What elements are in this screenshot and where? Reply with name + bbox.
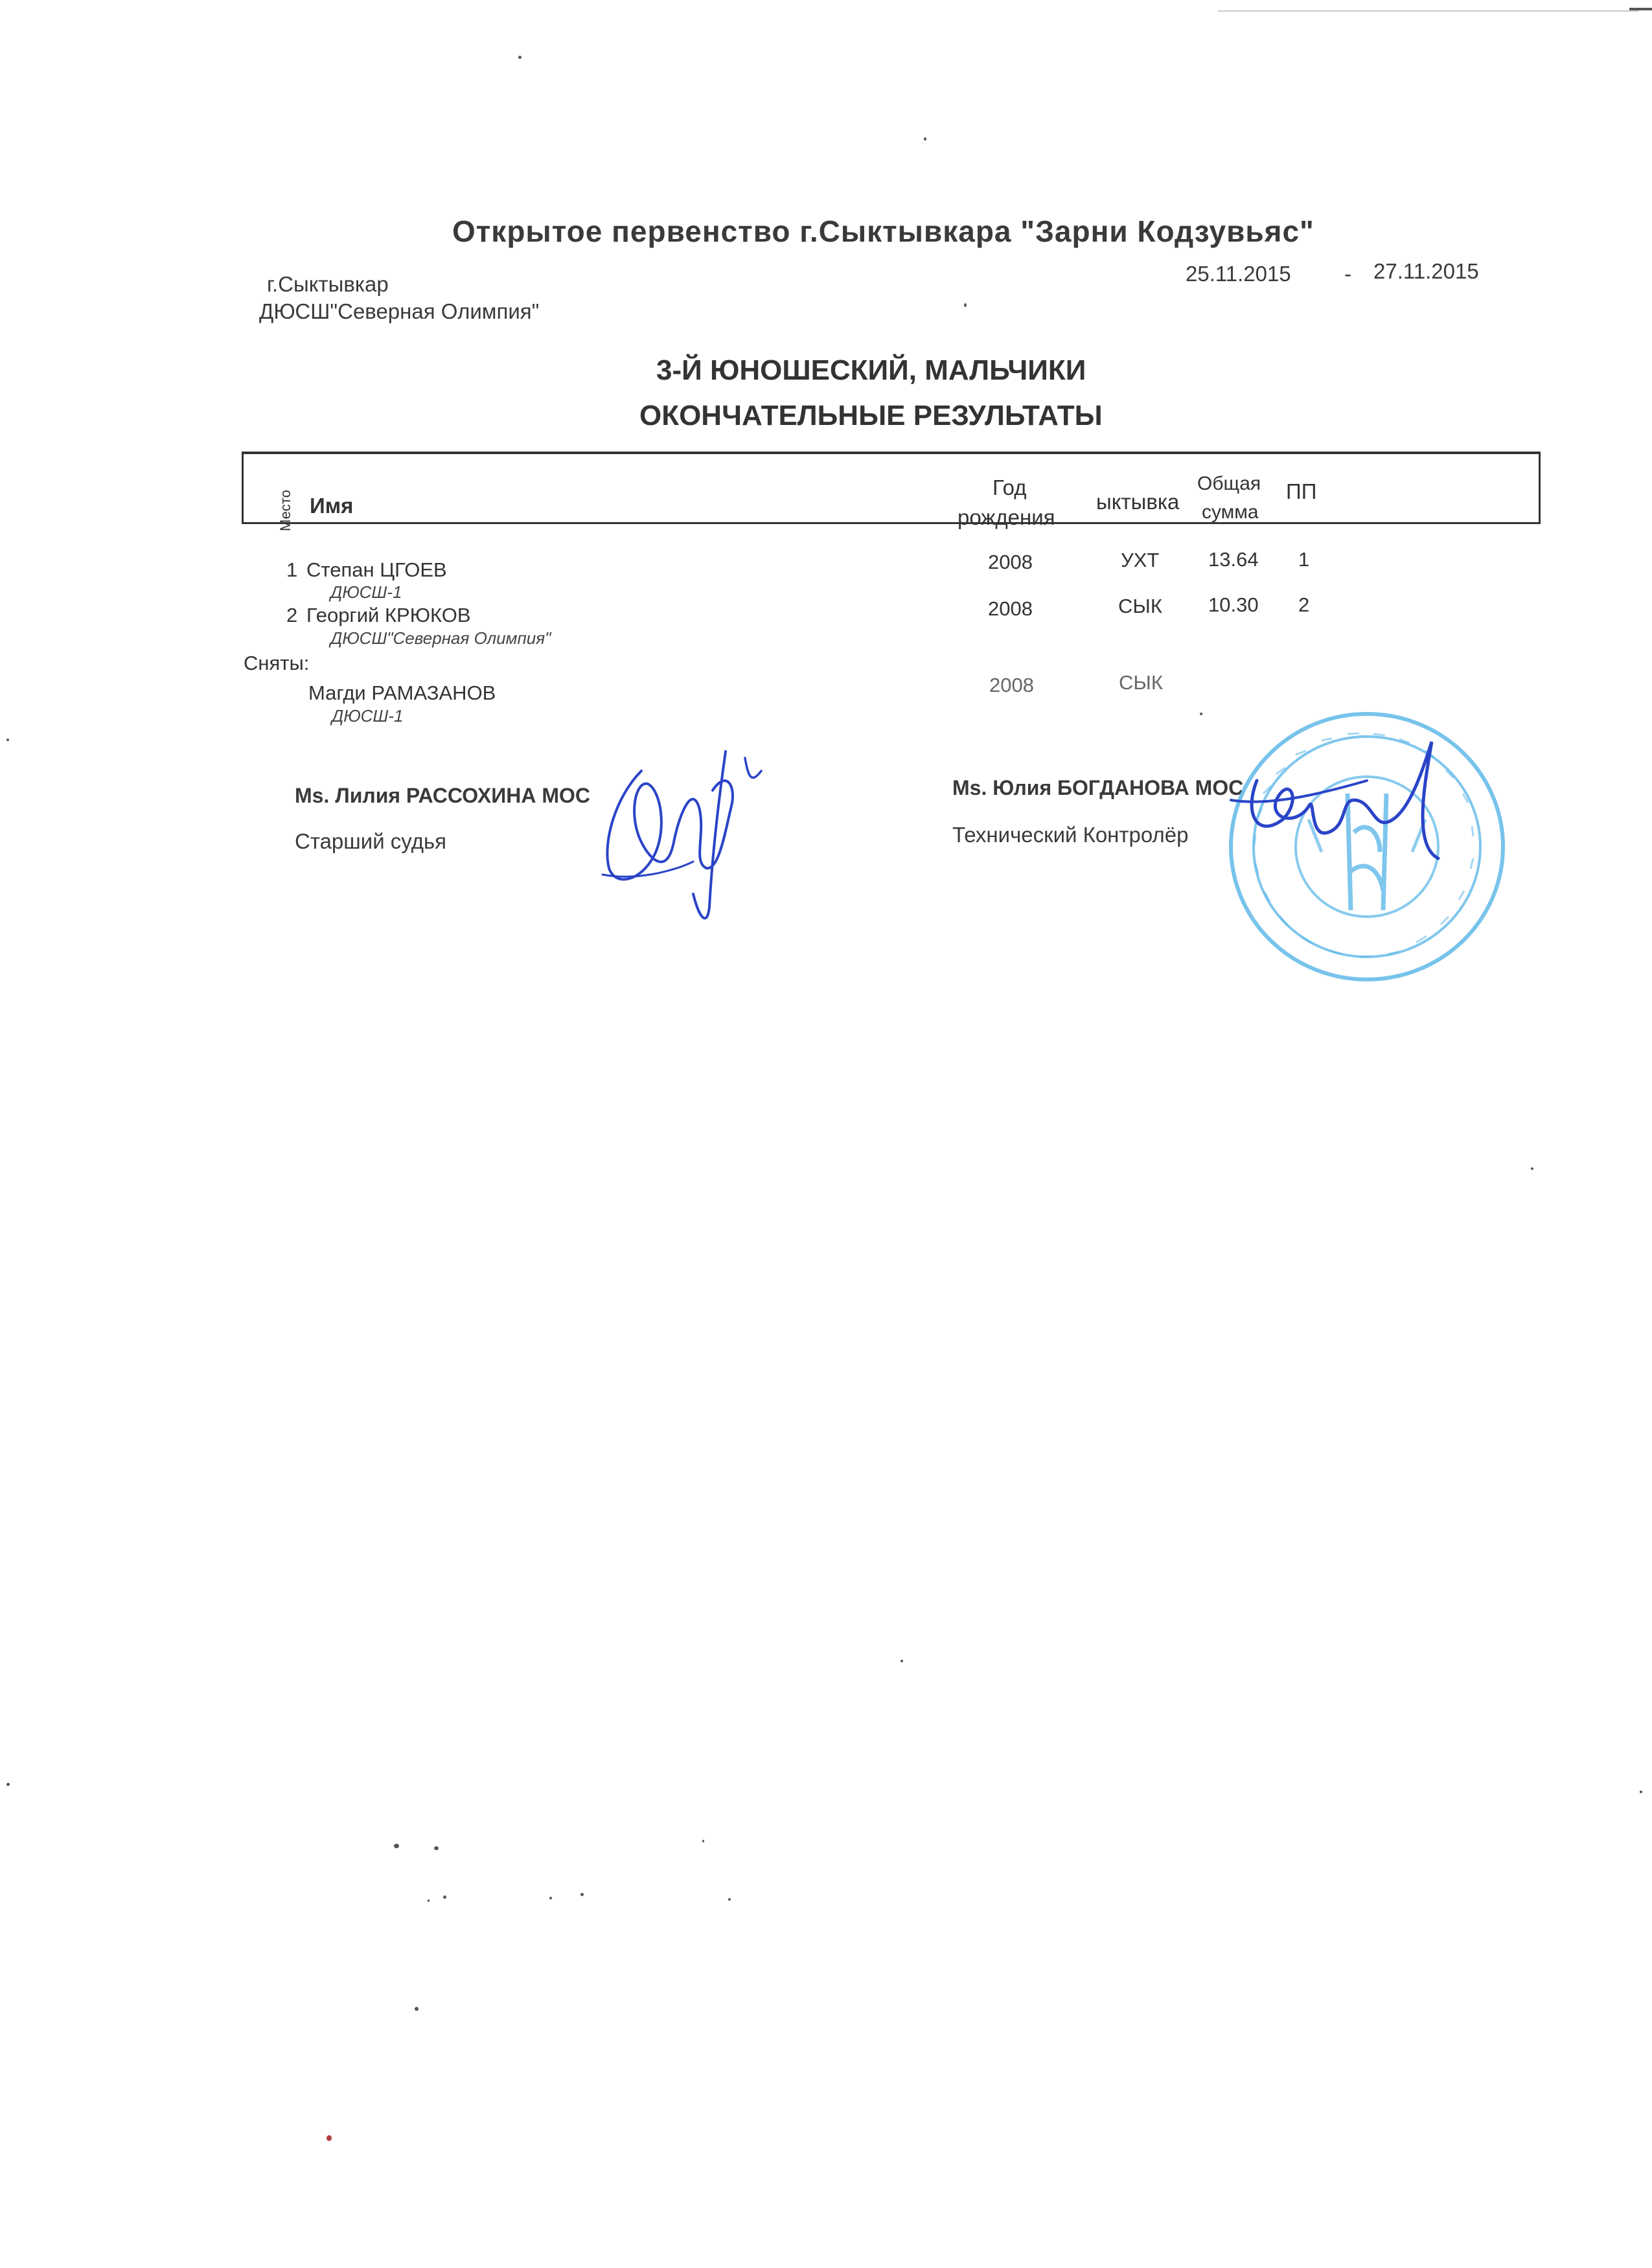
scan-speck (428, 1899, 430, 1902)
document-title: Открытое первенство г.Сыктывкара "Зарни Кодзувьяс" (452, 214, 1314, 248)
withdrawn-1-name: Магди РАМАЗАНОВ (308, 682, 496, 704)
row-2-pp: 2 (1298, 593, 1310, 616)
row-1-name: Степан ЦГОЕВ (306, 558, 447, 581)
tech-controller-name: Ms. Юлия БОГДАНОВА МОС (952, 776, 1244, 799)
header-region: ыктывка (1096, 490, 1180, 514)
scan-speck (549, 1897, 552, 1899)
scan-edge-mark (1629, 8, 1652, 10)
header-birth-1: Год (992, 475, 1027, 499)
scan-speck (443, 1896, 446, 1899)
scan-speck (518, 56, 522, 59)
scan-speck (6, 739, 9, 741)
header-place: Место (277, 490, 293, 531)
row-2-name: Георгий КРЮКОВ (306, 604, 471, 626)
scan-speck (6, 1783, 10, 1786)
row-1-year: 2008 (988, 551, 1033, 573)
row-2-year: 2008 (988, 597, 1033, 620)
scan-speck (1531, 1167, 1533, 1170)
row-2-total: 10.30 (1208, 593, 1259, 616)
category-heading: 3-Й ЮНОШЕСКИЙ, МАЛЬЧИКИ (656, 354, 1086, 386)
row-2-place: 2 (286, 604, 298, 626)
scan-speck (327, 2135, 332, 2141)
withdrawn-1-year: 2008 (989, 674, 1034, 696)
row-1-total: 13.64 (1208, 548, 1259, 571)
row-2-region: СЫК (1118, 595, 1162, 617)
scan-speck (901, 1660, 903, 1662)
venue-label: ДЮСШ"Северная Олимпия" (259, 299, 540, 323)
header-total-1: Общая (1197, 473, 1261, 494)
header-name: Имя (310, 494, 354, 518)
scan-speck (394, 1844, 399, 1848)
scan-speck (415, 2007, 419, 2011)
table-header (242, 452, 1541, 524)
withdrawn-1-club: ДЮСШ-1 (332, 706, 404, 726)
tech-controller-role: Технический Контролёр (952, 823, 1189, 847)
row-1-pp: 1 (1298, 548, 1310, 571)
chief-judge-signature (596, 732, 777, 926)
date-start: 25.11.2015 (1186, 262, 1291, 286)
scan-speck (580, 1893, 584, 1896)
scan-speck (702, 1840, 704, 1842)
official-stamp (1218, 703, 1516, 988)
date-separator: - (1344, 262, 1351, 286)
city-label: г.Сыктывкар (267, 272, 389, 296)
date-end: 27.11.2015 (1373, 259, 1479, 283)
scan-speck (728, 1898, 731, 1901)
scan-speck (434, 1846, 439, 1850)
row-1-place: 1 (286, 558, 298, 581)
row-2-club: ДЮСШ"Северная Олимпия" (330, 628, 551, 648)
results-heading: ОКОНЧАТЕЛЬНЫЕ РЕЗУЛЬТАТЫ (639, 400, 1103, 431)
chief-judge-role: Старший судья (295, 829, 447, 853)
withdrawn-1-region: СЫК (1119, 671, 1163, 694)
row-1-club: ДЮСШ-1 (330, 582, 402, 602)
header-birth-2: рождения (958, 505, 1055, 529)
chief-judge-name: Ms. Лилия РАССОХИНА МОС (295, 784, 590, 807)
scan-speck (924, 137, 926, 141)
row-1-region: УХТ (1121, 549, 1160, 571)
scan-speck (1640, 1791, 1642, 1793)
header-pp: ПП (1286, 479, 1317, 503)
scan-speck (964, 303, 967, 307)
header-total-2: сумма (1202, 501, 1259, 523)
scan-speck (1200, 713, 1202, 715)
scan-edge-line (1218, 10, 1639, 12)
withdrawn-label: Сняты: (244, 652, 310, 674)
